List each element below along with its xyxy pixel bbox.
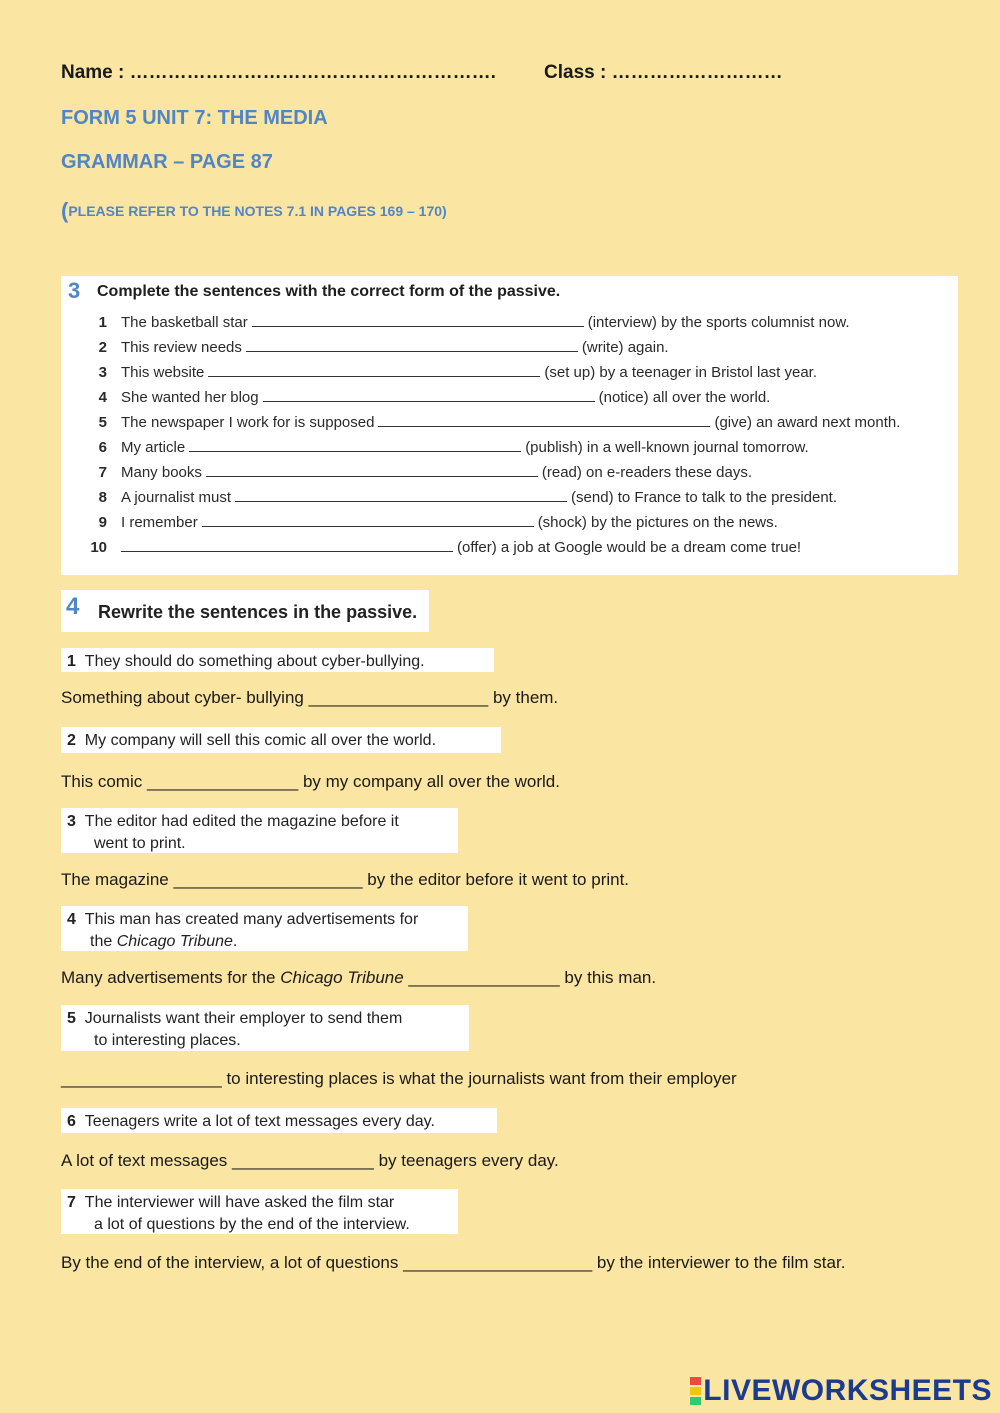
ex4-question-number: 4 [67,911,76,928]
ex3-answer-blank[interactable] [378,425,710,427]
ex3-item-number: 10 [90,539,107,556]
exercise-3-box [61,276,958,575]
ex4-answer-blank[interactable]: ________________ [403,968,560,987]
ex3-item-before: This review needs [121,339,242,356]
ex4-answer-7 [61,1253,845,1273]
ex3-item-number: 8 [98,489,107,506]
ex3-answer-blank[interactable] [121,550,453,552]
ex3-item-after: (set up) by a teenager in Bristol last year. [544,364,818,381]
ex3-item-after: (notice) all over the world. [598,389,771,406]
ex3-item-after: (offer) a job at Google would be a dream come true! [457,539,802,556]
ex3-item-1 [61,309,850,331]
ex4-question-text: Journalists want their employer to send them [84,1010,403,1027]
ex4-answer-before: A lot of text messages [61,1151,233,1170]
ex4-answer-after: by this man. [559,968,657,987]
ex4-answer-before: This comic [61,772,147,791]
ex4-answer-blank[interactable]: ____________________ [403,1253,593,1272]
ex3-item-number: 3 [98,364,107,381]
ex4-answer-3 [61,870,629,890]
ex3-item-before: Many books [121,464,202,481]
ex3-item-6 [61,434,809,456]
ex4-question-number: 2 [67,732,76,749]
ex3-answer-blank[interactable] [252,325,584,327]
ex3-item-number: 9 [98,514,107,531]
ex3-answer-blank[interactable] [263,400,595,402]
notes-reference [61,198,447,224]
ex4-answer-after: by them. [488,688,559,707]
ex4-question-italic: Chicago Tribune [116,933,233,950]
ex4-question-number: 5 [67,1010,76,1027]
ex3-item-before: My article [121,439,186,456]
ex4-answer-before: Something about cyber- bullying [61,688,309,707]
ex3-answer-blank[interactable] [235,500,567,502]
unit-title: FORM 5 UNIT 7: THE MEDIA [61,107,328,129]
ex4-answer-blank[interactable]: ___________________ [308,688,489,707]
exercise-4-instruction: Rewrite the sentences in the passive. [98,602,418,622]
ex3-answer-blank[interactable] [202,525,534,527]
ex4-question-6 [61,1108,497,1133]
ex4-question-text: My company will sell this comic all over the world. [84,732,437,749]
ex4-question-text: They should do something about cyber-bullying. [84,653,425,670]
ex3-item-number: 5 [98,414,107,431]
ex3-item-after: (give) an award next month. [714,414,901,431]
ex3-item-before: The newspaper I work for is supposed [121,414,375,431]
ex4-answer-after: by the interviewer to the film star. [592,1253,846,1272]
notes-paren: ( [61,198,69,223]
ex3-item-5 [61,409,900,431]
ex4-question-1 [61,648,494,672]
ex3-item-after: (read) on e-readers these days. [541,464,752,481]
ex4-question-text-line2: a lot of questions by the end of the interview. [94,1216,410,1233]
ex4-answer-1 [61,688,558,708]
ex3-item-2 [61,334,669,356]
ex3-item-after: (send) to France to talk to the president. [571,489,838,506]
exercise-4-heading [61,590,429,632]
ex4-answer-before: Many advertisements for the [61,968,281,987]
exercise-4-number: 4 [66,593,80,620]
exercise-3-instruction: Complete the sentences with the correct form of the passive. [97,283,561,300]
ex3-item-before: The basketball star [121,314,248,331]
grammar-title: GRAMMAR – PAGE 87 [61,151,273,173]
ex4-question-2 [61,727,501,753]
liveworksheets-logo[interactable] [690,1374,992,1408]
notes-text: PLEASE REFER TO THE NOTES 7.1 IN PAGES 169 – 170) [68,203,447,219]
ex4-question-number: 3 [67,813,76,830]
ex4-question-text: The interviewer will have asked the film star [84,1194,395,1211]
ex3-item-number: 6 [98,439,107,456]
ex4-answer-6 [61,1151,559,1171]
ex3-item-number: 2 [98,339,107,356]
ex4-answer-after: to interesting places is what the journalists want from their employer [221,1069,737,1088]
ex3-answer-blank[interactable] [208,375,540,377]
ex4-answer-blank[interactable]: ____________________ [173,870,363,889]
liveworksheets-logo-text: LIVEWORKSHEETS [703,1374,992,1407]
ex4-answer-blank[interactable]: _______________ [232,1151,374,1170]
ex4-question-text: This man has created many advertisements for [84,911,419,928]
ex3-item-before: A journalist must [121,489,232,506]
ex3-item-after: (write) again. [581,339,669,356]
ex4-answer-2 [61,772,560,792]
ex4-question-text-line2: the [90,933,117,950]
ex4-answer-before: By the end of the interview, a lot of questions [61,1253,404,1272]
name-field-label: Name : …………………………………………………. [61,62,496,83]
ex4-question-end: . [232,933,238,950]
ex3-item-after: (interview) by the sports columnist now. [587,314,850,331]
ex3-item-8 [61,484,837,506]
ex4-question-text-line2: went to print. [94,835,186,852]
ex4-question-number: 1 [67,653,76,670]
ex3-item-4 [61,384,770,406]
ex4-answer-italic: Chicago Tribune [280,968,404,987]
ex3-item-before: This website [121,364,205,381]
ex4-question-7 [61,1189,458,1234]
ex3-answer-blank[interactable] [189,450,521,452]
ex4-answer-blank[interactable]: ________________ [146,772,299,791]
ex4-answer-blank[interactable]: _________________ [61,1069,222,1088]
ex4-answer-after: by the editor before it went to print. [362,870,630,889]
ex4-question-text-line2: to interesting places. [94,1032,241,1049]
ex3-item-number: 7 [98,464,107,481]
ex4-question-4 [61,906,468,951]
ex3-item-number: 4 [98,389,107,406]
ex4-question-number: 7 [67,1194,76,1211]
ex4-answer-before: The magazine [61,870,174,889]
ex3-item-number: 1 [98,314,107,331]
ex3-answer-blank[interactable] [206,475,538,477]
ex4-question-3 [61,808,458,853]
ex3-item-7 [61,459,752,481]
ex3-answer-blank[interactable] [246,350,578,352]
ex4-answer-after: by teenagers every day. [373,1151,559,1170]
ex3-item-before: I remember [121,514,198,531]
ex3-item-9 [61,509,778,531]
ex4-question-5 [61,1005,469,1051]
ex3-item-after: (publish) in a well-known journal tomorrow. [525,439,809,456]
ex3-item-after: (shock) by the pictures on the news. [537,514,778,531]
ex4-question-text: The editor had edited the magazine before it [84,813,399,830]
liveworksheets-logo-icon [690,1376,701,1406]
ex4-answer-4 [61,968,656,988]
class-field-label: Class : ……………………… [544,62,783,83]
ex4-answer-after: by my company all over the world. [298,772,560,791]
ex3-item-before: She wanted her blog [121,389,259,406]
ex4-question-text: Teenagers write a lot of text messages every day. [84,1113,435,1130]
ex3-item-10 [61,534,801,556]
ex4-question-number: 6 [67,1113,76,1130]
ex4-answer-5 [61,1069,737,1089]
exercise-3-number: 3 [68,278,81,303]
ex3-item-3 [61,359,817,381]
